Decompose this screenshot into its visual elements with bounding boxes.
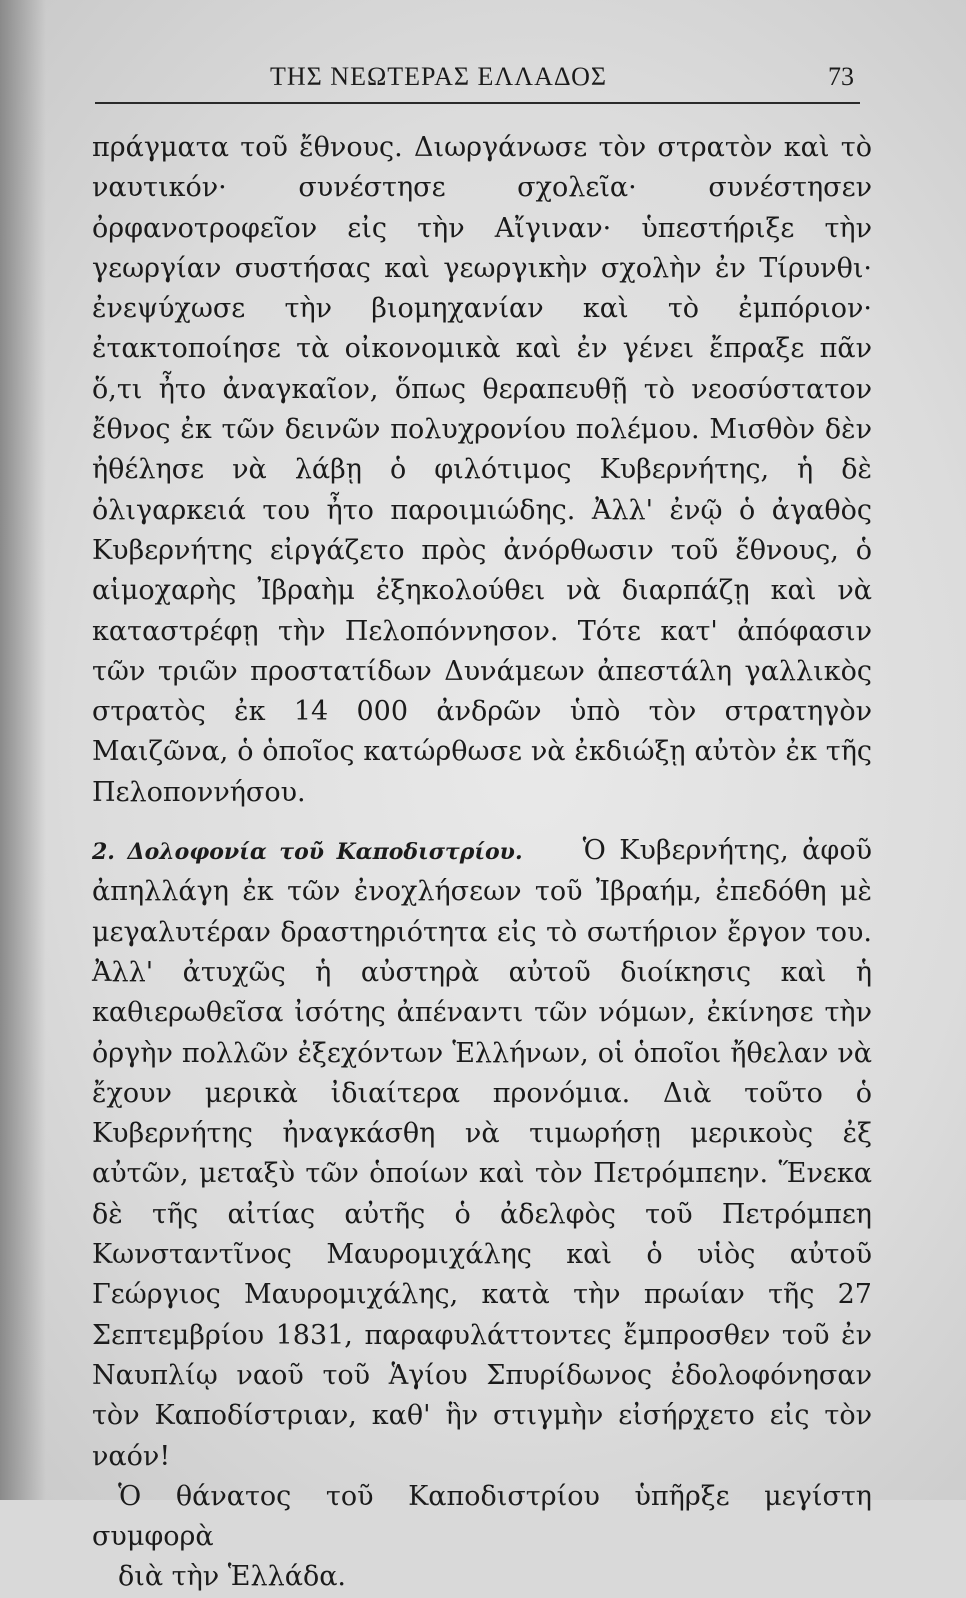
page-header bbox=[95, 58, 860, 108]
paragraph-last-line: διὰ τὴν Ἑλλάδα. bbox=[118, 1561, 347, 1593]
binding-shadow bbox=[0, 0, 46, 1500]
page-number: 73 bbox=[828, 62, 854, 91]
running-title: ΤΗΣ ΝΕΩΤΕΡΑΣ ΕΛΛΑΔΟΣ bbox=[270, 62, 608, 91]
page-body bbox=[92, 128, 872, 1598]
paragraph-with-heading bbox=[92, 831, 872, 1477]
paragraph-text: Ὁ Κυβερνήτης, ἀφοῦ ἀπηλλάγη ἐκ τῶν ἐνοχλήσεων τοῦ Ἰβραήμ, ἐπεδόθη μὲ μεγαλυτέραν δραστηριότητα εἰς τὸ σωτήριον ἔργον του. Ἀλλ' ἀτυχῶς ἡ αὐστηρὰ αὐτοῦ διοίκησις καὶ ἡ καθιερωθεῖσα ἰσότης ἀπέναντι τῶν νόμων, ἐκίνησε τὴν ὀργὴν πολλῶν ἐξεχόντων Ἑλλήνων, οἱ ὁποῖοι ἤθελαν νὰ ἔχουν μερικὰ ἰδιαίτερα προνόμια. Διὰ τοῦτο ὁ Κυβερνήτης ἠναγκάσθη νὰ τιμωρήσῃ μερικοὺς ἐξ αὐτῶν, μεταξὺ τῶν ὁποίων καὶ τὸν Πετρόμπεην. Ἕνεκα δὲ τῆς αἰτίας αὐτῆς ὁ ἀδελφὸς τοῦ Πετρόμπεη Κωνσταντῖνος Μαυρομιχάλης καὶ ὁ υἱὸς αὐτοῦ Γεώργιος Μαυρομιχάλης, κατὰ τὴν πρωίαν τῆς 27 Σεπτεμβρίου 1831, παραφυλάττοντες ἔμπροσθεν τοῦ ἐν Ναυπλίῳ ναοῦ τοῦ Ἁγίου Σπυρίδωνος ἐδολοφόνησαν τὸν Καποδίστριαν, καθ' ἣν στιγμὴν εἰσήρχετο εἰς τὸν ναόν! bbox=[92, 835, 872, 1472]
paragraph bbox=[92, 1477, 872, 1598]
header-rule bbox=[95, 102, 860, 104]
section-heading: 2. Δολοφονία τοῦ Καποδιστρίου. bbox=[92, 839, 523, 866]
paragraph: πράγματα τοῦ ἔθνους. Διωργάνωσε τὸν στρατὸν καὶ τὸ ναυτικόν· συνέστησε σχολεῖα· συνέστησεν ὀρφανοτροφεῖον εἰς τὴν Αἴγιναν· ὑπεστήριξε τὴν γεωργίαν συστήσας καὶ γεωργικὴν σχολὴν ἐν Τίρυνθι· ἐνεψύχωσε τὴν βιομηχανίαν καὶ τὸ ἐμπόριον· ἐτακτοποίησε τὰ οἰκονομικὰ καὶ ἐν γένει ἔπραξε πᾶν ὅ,τι ἦτο ἀναγκαῖον, ὅπως θεραπευθῇ τὸ νεοσύστατον ἔθνος ἐκ τῶν δεινῶν πολυχρονίου πολέμου. Μισθὸν δὲν ἠθέλησε νὰ λάβῃ ὁ φιλότιμος Κυβερνήτης, ἡ δὲ ὀλιγαρκειά του ἦτο παροιμιώδης. Ἀλλ' ἐνῷ ὁ ἀγαθὸς Κυβερνήτης εἰργάζετο πρὸς ἀνόρθωσιν τοῦ ἔθνους, ὁ αἱμοχαρὴς Ἰβραὴμ ἐξηκολούθει νὰ διαρπάζῃ καὶ νὰ καταστρέφῃ τὴν Πελοπόννησον. Τότε κατ' ἀπόφασιν τῶν τριῶν προστατίδων Δυνάμεων ἀπεστάλη γαλλικὸς στρατὸς ἐκ 14 000 ἀνδρῶν ὑπὸ τὸν στρατηγὸν Μαιζῶνα, ὁ ὁποῖος κατώρθωσε νὰ ἐκδιώξῃ αὐτὸν ἐκ τῆς Πελοποννήσου. bbox=[92, 132, 872, 808]
paragraph-text: Ὁ θάνατος τοῦ Καποδιστρίου ὑπῆρξε μεγίστη συμφορὰ bbox=[92, 1480, 872, 1553]
